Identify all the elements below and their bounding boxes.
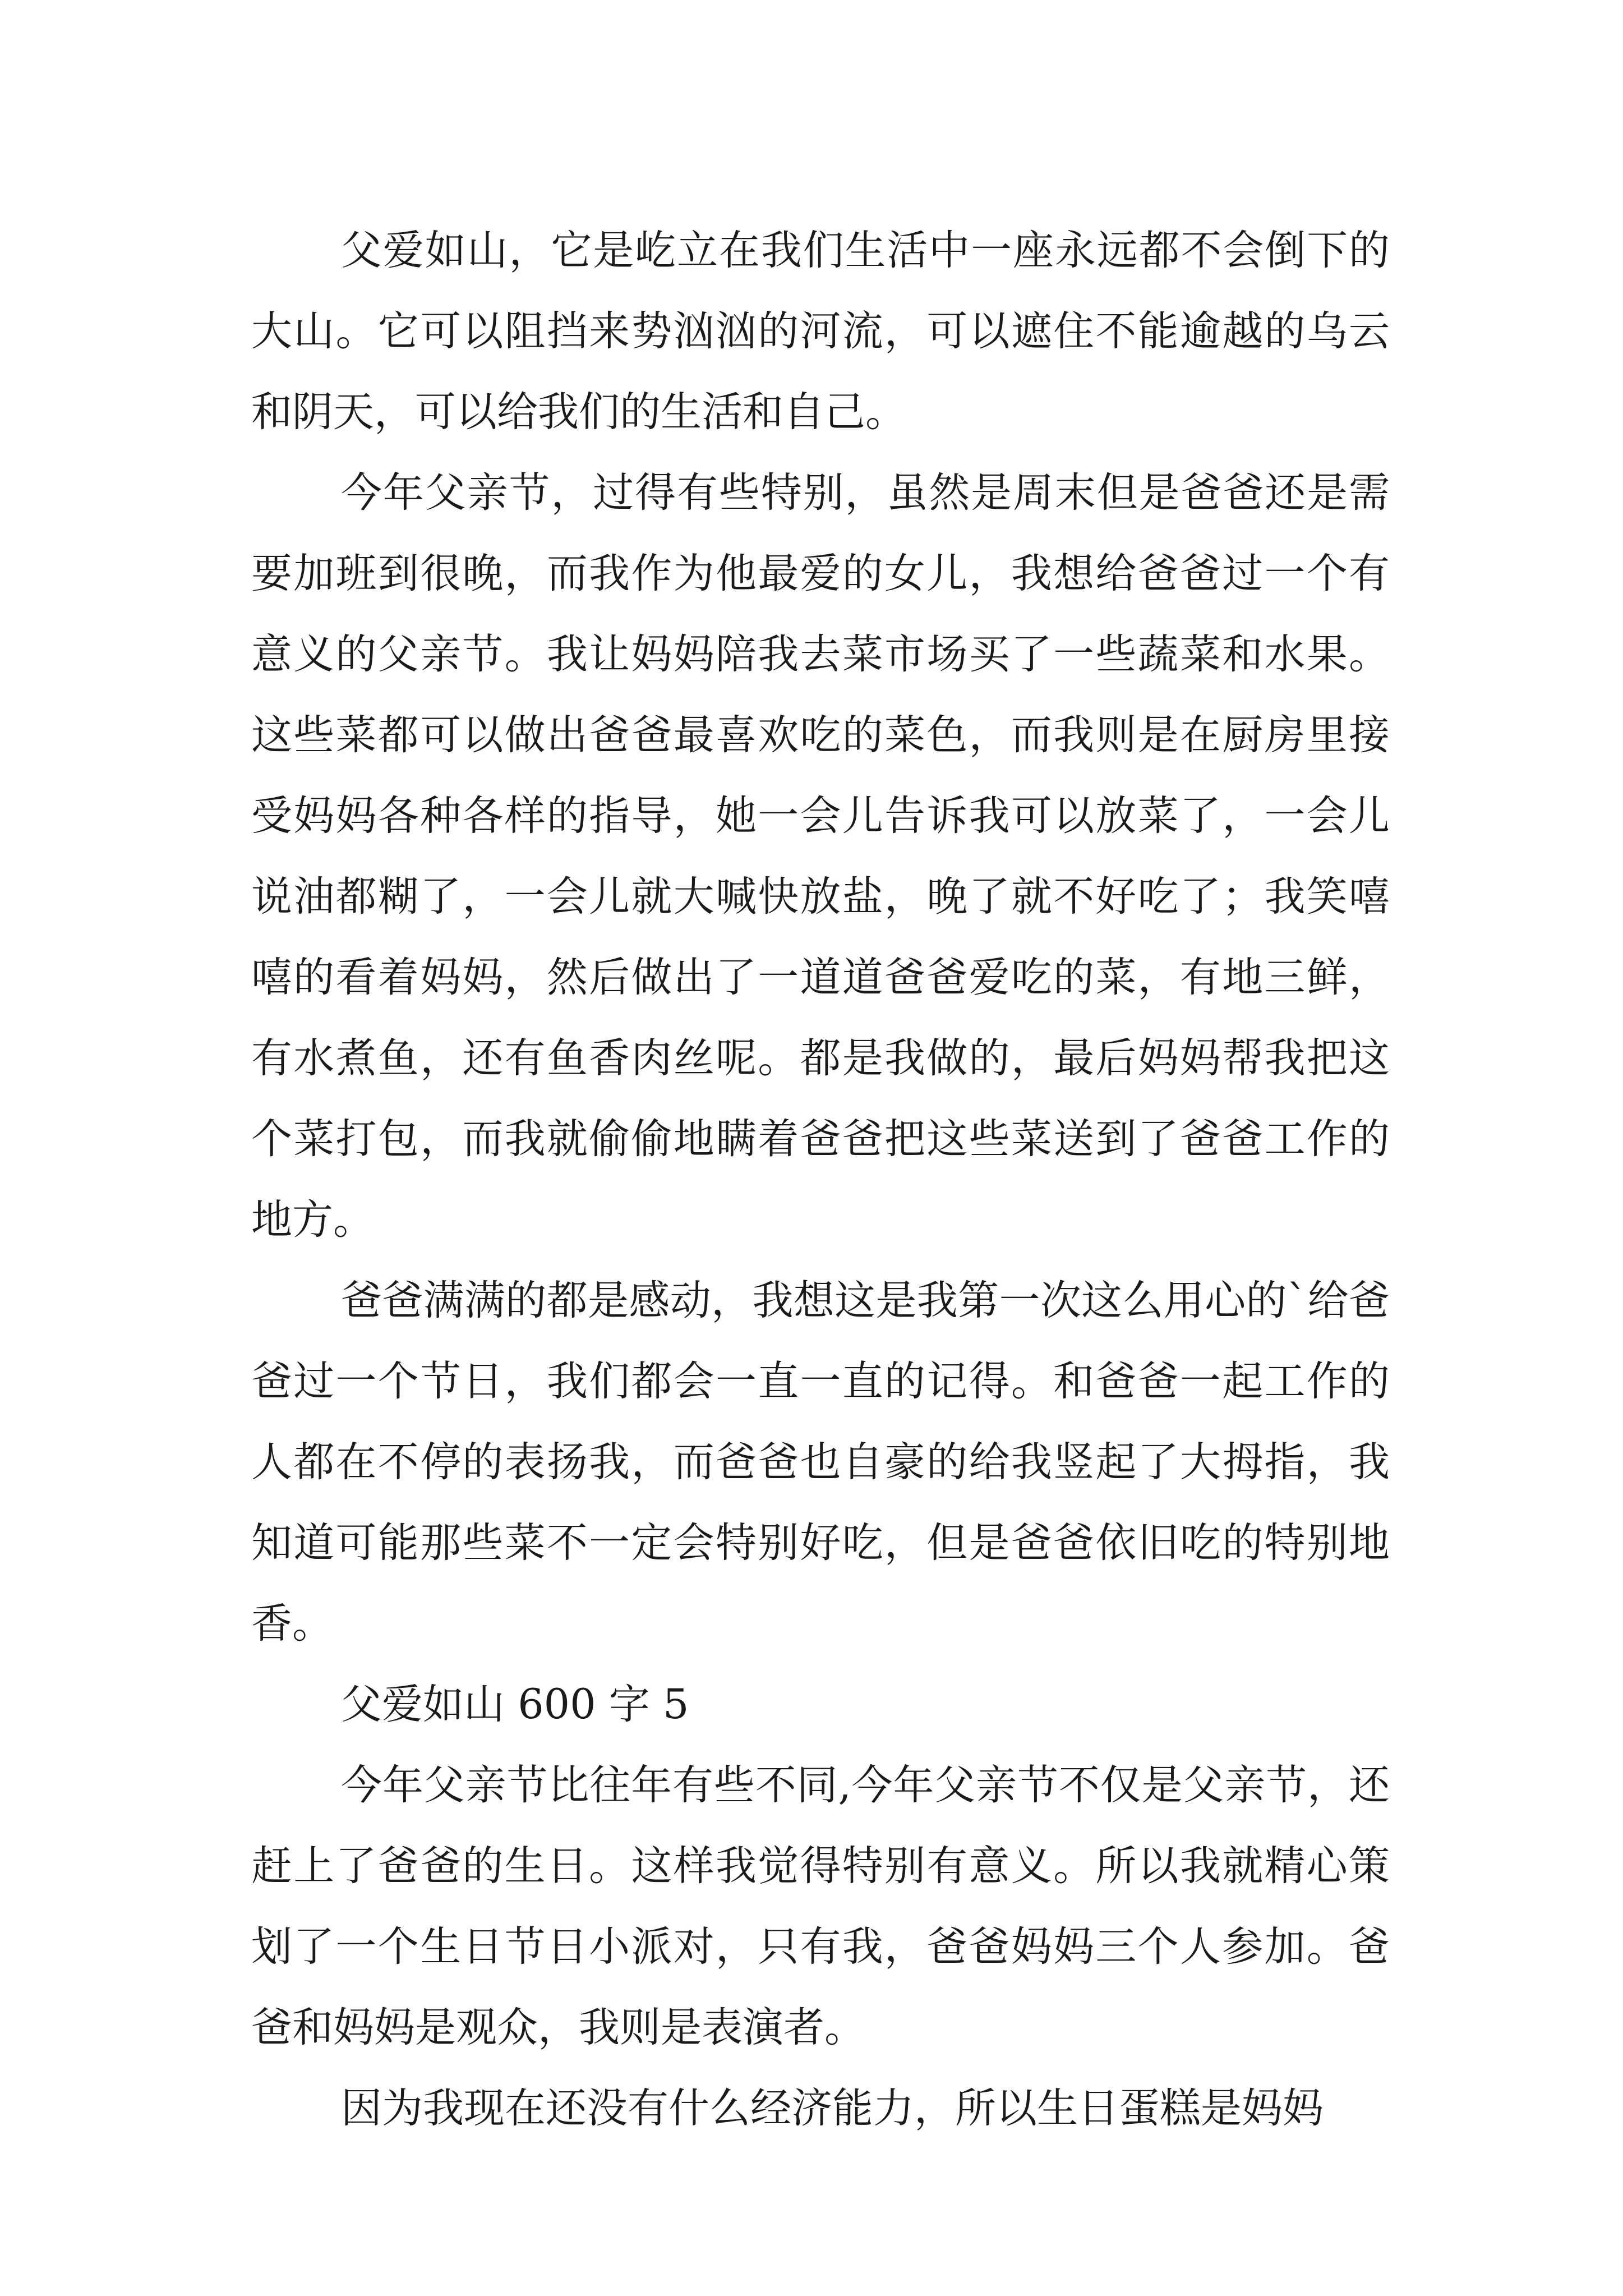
paragraph-4: 今年父亲节比往年有些不同,今年父亲节不仅是父亲节，还赶上了爸爸的生日。这样我觉得特别有意义。所以我就精心策划了一个生日节日小派对，只有我，爸爸妈妈三个人参加。爸爸和妈妈是观众，我则是表演者。 (251, 1761, 1390, 2051)
section-heading: 父爱如山 600 字 5 (341, 1681, 689, 1728)
paragraph-1: 父爱如山，它是屹立在我们生活中一座永远都不会倒下的大山。它可以阻挡来势汹汹的河流，可以遮住不能逾越的乌云和阴天，可以给我们的生活和自己。 (251, 227, 1390, 436)
paragraph-3: 爸爸满满的都是感动，我想这是我第一次这么用心的`给爸爸过一个节日，我们都会一直一直的记得。和爸爸一起工作的人都在不停的表扬我，而爸爸也自豪的给我竖起了大拇指，我知道可能那些菜不一定会特别好吃，但是爸爸依旧吃的特别地香。 (251, 1277, 1390, 1648)
document-body (251, 210, 1390, 2149)
paragraph-5: 因为我现在还没有什么经济能力，所以生日蛋糕是妈妈 (341, 2085, 1324, 2132)
paragraph-2: 今年父亲节，过得有些特别，虽然是周末但是爸爸还是需要加班到很晚，而我作为他最爱的女儿，我想给爸爸过一个有意义的父亲节。我让妈妈陪我去菜市场买了一些蔬菜和水果。这些菜都可以做出爸爸最喜欢吃的菜色，而我则是在厨房里接受妈妈各种各样的指导，她一会儿告诉我可以放菜了，一会儿说油都糊了，一会儿就大喊快放盐，晚了就不好吃了；我笑嘻嘻的看着妈妈，然后做出了一道道爸爸爱吃的菜，有地三鲜，有水煮鱼，还有鱼香肉丝呢。都是我做的，最后妈妈帮我把这个菜打包，而我就偷偷地瞒着爸爸把这些菜送到了爸爸工作的地方。 (251, 469, 1390, 1244)
